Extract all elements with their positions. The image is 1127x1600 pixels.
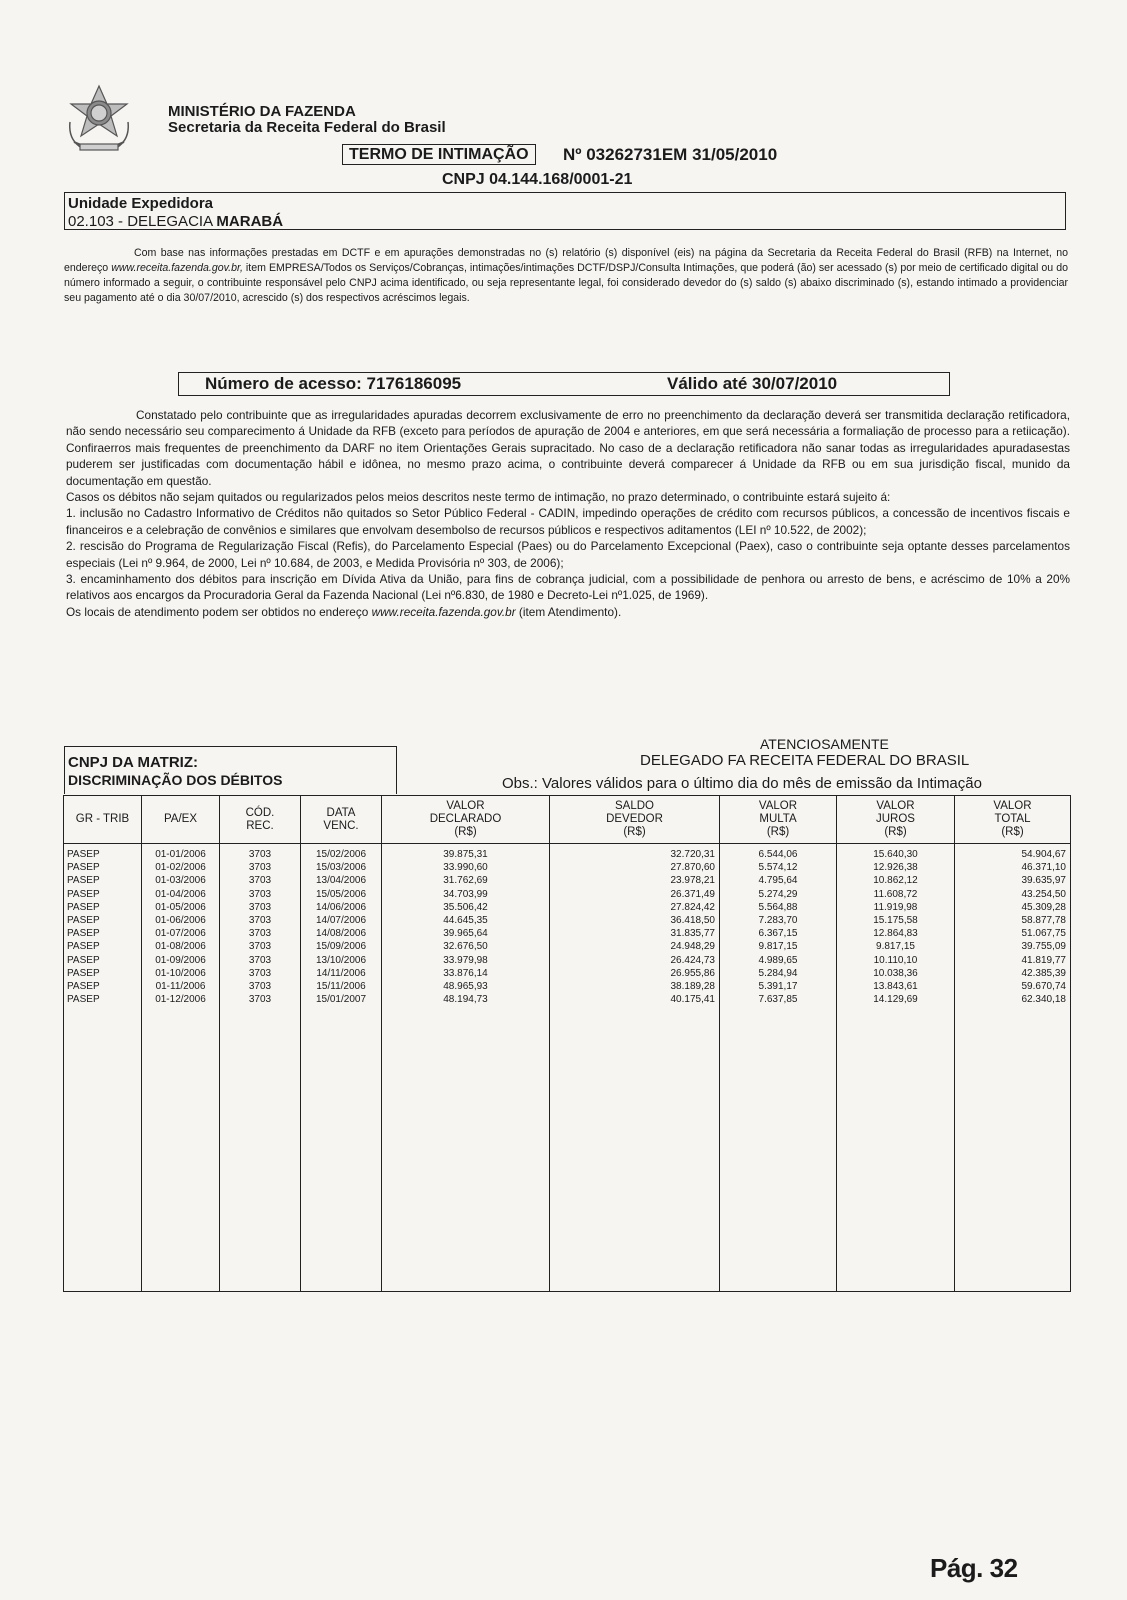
- body-item2: 2. rescisão do Programa de Regularização Fiscal (Refis), do Parcelamento Especial (Paes) ou do Parcelamento Excepcional (Paex), caso o contribuinte seja optante desses parcelamentos especiais (Lei nº 9.964, de 2000, Lei nº 10.684, de 2003, e Medida Provisória nº 303, de 2006);: [66, 539, 1070, 570]
- cell-trib: PASEP: [67, 994, 100, 1006]
- cell-pa: 01-05/2006: [155, 901, 206, 913]
- cell-trib: PASEP: [67, 862, 100, 874]
- cell-venc: 15/05/2006: [315, 888, 367, 900]
- cell-saldo: 32.720,31: [670, 849, 715, 860]
- cell-multa: 9.817,15: [758, 941, 798, 953]
- intro-part1: Com base nas informações prestadas em DCTF e em apurações demonstradas no (s) relatório (s) disponível (eis) na página da Secretaria da Receita Federal do Brasil (RFB) na Internet, no endereço: [64, 247, 1068, 274]
- cell-saldo: 24.948,29: [670, 941, 715, 953]
- cell-venc: 13/10/2006: [315, 954, 367, 966]
- cell-saldo: 36.418,50: [670, 915, 715, 927]
- cell-venc: 14/06/2006: [315, 901, 367, 913]
- cell-declarado: 48.965,93: [443, 981, 488, 993]
- cell-venc: 15/02/2006: [315, 849, 367, 860]
- cell-declarado: 35.506,42: [443, 901, 488, 913]
- cell-declarado: 44.645,35: [443, 915, 488, 927]
- intro-part2: item EMPRESA/Todos os Serviços/Cobranças, intimações/intimações DCTF/DSPJ/Consulta Intimações, que poderá (ão) ser acessado (s) por meio de certificado digital ou do número informado a seguir, o contribuinte responsável pelo CNPJ acima identificado, ou seja representante legal, foi considerado devedor do (s) saldo (s) abaixo discriminado (s), estando intimado a providenciar seu pagamento até o dia 30/07/2010, acrescido (s) dos respectivos acréscimos legais.: [64, 262, 1068, 304]
- cell-trib: PASEP: [67, 941, 100, 953]
- header-valor-declarado: VALOR DECLARADO (R$): [382, 796, 550, 844]
- cell-cod: 3703: [248, 954, 272, 966]
- cell-multa: 5.574,12: [758, 862, 798, 874]
- cell-trib: PASEP: [67, 967, 100, 979]
- body-item1: 1. inclusão no Cadastro Informativo de Créditos não quitados so Setor Público Federal - CADIN, impedindo operações de crédito com recursos públicos, a concessão de incentivos fiscais e financeiros e a celebração de convênios e similares que envolvam desembolso de recursos públicos e respectivos aditamentos (LEI nº 10.522, de 2002);: [66, 506, 1070, 537]
- cnpj-header: CNPJ 04.144.168/0001-21: [442, 171, 633, 188]
- cell-declarado: 39.875,31: [443, 849, 488, 860]
- unidade-label: Unidade Expedidora: [68, 195, 214, 212]
- cell-multa: 5.284,94: [758, 967, 798, 979]
- cell-pa: 01-04/2006: [155, 888, 206, 900]
- cell-multa: 7.637,85: [758, 994, 798, 1006]
- cell-pa: 01-08/2006: [155, 941, 206, 953]
- col-valor-declarado: [382, 844, 550, 1292]
- cell-saldo: 23.978,21: [670, 875, 715, 887]
- cell-pa: 01-01/2006: [155, 849, 206, 860]
- header-valor-juros: VALOR JUROS (R$): [837, 796, 955, 844]
- cell-cod: 3703: [248, 901, 272, 913]
- access-valid-until: Válido até 30/07/2010: [667, 374, 838, 393]
- header-cod-rec: CÓD. REC.: [220, 796, 301, 844]
- cell-venc: 15/03/2006: [315, 862, 367, 874]
- col-saldo-devedor: [550, 844, 720, 1292]
- delegado-title: DELEGADO FA RECEITA FEDERAL DO BRASIL: [640, 752, 970, 769]
- cell-saldo: 40.175,41: [670, 994, 715, 1006]
- header-valor-multa: VALOR MULTA (R$): [720, 796, 837, 844]
- cell-trib: PASEP: [67, 888, 100, 900]
- cell-juros: 10.038,36: [873, 967, 918, 979]
- cell-multa: 6.544,06: [758, 849, 798, 860]
- cell-total: 41.819,77: [1021, 954, 1066, 966]
- col-pa-ex: [142, 844, 220, 1292]
- cell-total: 54.904,67: [1021, 849, 1066, 860]
- unidade-code: 02.103 - DELEGACIA: [68, 213, 217, 230]
- cell-cod: 3703: [248, 994, 272, 1006]
- cell-trib: PASEP: [67, 954, 100, 966]
- cell-saldo: 26.371,49: [670, 888, 715, 900]
- cell-juros: 15.175,58: [873, 915, 918, 927]
- cell-venc: 14/11/2006: [316, 967, 366, 979]
- cell-pa: 01-07/2006: [155, 928, 206, 940]
- col-gr-trib: [64, 844, 142, 1292]
- cell-cod: 3703: [248, 888, 272, 900]
- closing-url: www.receita.fazenda.gov.br: [371, 604, 516, 619]
- cell-pa: 01-11/2006: [155, 981, 206, 993]
- cell-declarado: 33.876,14: [443, 967, 488, 979]
- col-data-venc: [301, 844, 382, 1292]
- unidade-city: MARABÁ: [216, 213, 284, 230]
- cell-pa: 01-02/2006: [155, 862, 206, 874]
- ministry-name: MINISTÉRIO DA FAZENDA: [168, 103, 356, 120]
- cell-cod: 3703: [248, 981, 272, 993]
- cell-declarado: 31.762,69: [443, 875, 488, 887]
- cell-trib: PASEP: [67, 981, 100, 993]
- cell-declarado: 48.194,73: [443, 994, 488, 1006]
- intro-url: www.receita.fazenda.gov.br,: [111, 262, 243, 274]
- cell-total: 59.670,74: [1021, 981, 1066, 993]
- body-p1: Constatado pelo contribuinte que as irregularidades apuradas decorrem exclusivamente de erro no preenchimento da declaração deverá ser transmitida declaração retificadora, não sendo necessário seu comparecimento á Unidade da RFB (exceto para períodos de apuração de 2004 e anteriores, em que será necessária a formaliação de processo para a retiicação). Confiraerros mais frequentes de preenchimento da DARF no item Orientações Gerais supracitado. No caso de a declaração retificadora não sanar todas as irregularidades apuradasestas puderem ser justificadas com documentação hábil e idônea, no mesmo prazo acima, o contribuinte deverá comparecer á Unidade da RFB ou em sua jurisdição fiscal, munido da documentação em questão.: [66, 408, 1070, 488]
- cell-juros: 11.608,72: [873, 888, 918, 900]
- debits-table: [63, 795, 1071, 1292]
- cell-cod: 3703: [248, 849, 272, 860]
- cell-cod: 3703: [248, 928, 272, 940]
- cell-saldo: 26.955,86: [670, 967, 715, 979]
- debits-header-row: [64, 796, 1071, 844]
- cell-saldo: 38.189,28: [670, 981, 715, 993]
- cell-pa: 01-09/2006: [155, 954, 206, 966]
- termo-number: Nº 03262731EM 31/05/2010: [563, 145, 778, 164]
- secretaria-name: Secretaria da Receita Federal do Brasil: [168, 119, 446, 136]
- cell-venc: 15/11/2006: [316, 981, 366, 993]
- cell-total: 43.254,50: [1021, 888, 1066, 900]
- col-valor-juros: [837, 844, 955, 1292]
- cell-multa: 4.989,65: [758, 954, 798, 966]
- cell-multa: 5.564,88: [758, 901, 798, 913]
- header-data-venc: DATA VENC.: [301, 796, 382, 844]
- cell-total: 46.371,10: [1021, 862, 1066, 874]
- atenciosamente: ATENCIOSAMENTE: [760, 736, 889, 752]
- cell-pa: 01-12/2006: [155, 994, 206, 1006]
- cell-multa: 5.274,29: [758, 888, 798, 900]
- body-p2: Casos os débitos não sejam quitados ou regularizados pelos meios descritos neste termo de intimação, no prazo determinado, o contribuinte estará sujeito á:: [66, 490, 891, 505]
- cell-venc: 15/09/2006: [315, 941, 367, 953]
- cell-total: 42.385,39: [1021, 967, 1066, 979]
- col-cod-rec: [220, 844, 301, 1292]
- cell-declarado: 34.703,99: [443, 888, 488, 900]
- cell-juros: 10.110,10: [873, 954, 918, 966]
- col-valor-multa: [720, 844, 837, 1292]
- body-closing: [66, 604, 1070, 620]
- cell-multa: 4.795,64: [758, 875, 798, 887]
- body-item3: 3. encaminhamento dos débitos para inscrição em Dívida Ativa da União, para fins de cobrança judicial, com a possibilidade de penhora ou arresto de bens, e acréscimo de 10% a 20% relativos aos encargos da Procuradoria Geral da Fazenda Nacional (Lei nº6.830, de 1980 e Decreto-Lei nº1.025, de 1969).: [66, 572, 1070, 603]
- cell-trib: PASEP: [67, 901, 100, 913]
- cell-juros: 12.926,38: [873, 862, 918, 874]
- cell-venc: 14/08/2006: [315, 928, 367, 940]
- header-saldo-devedor: SALDO DEVEDOR (R$): [550, 796, 720, 844]
- cell-saldo: 31.835,77: [670, 928, 715, 940]
- cell-saldo: 27.824,42: [670, 901, 715, 913]
- cell-multa: 7.283,70: [758, 915, 798, 927]
- termo-label: TERMO DE INTIMAÇÃO: [342, 144, 536, 165]
- header-gr-trib: GR - TRIB: [64, 796, 142, 844]
- col-valor-total: [955, 844, 1071, 1292]
- cell-total: 45.309,28: [1021, 901, 1066, 913]
- cell-cod: 3703: [248, 862, 272, 874]
- cell-multa: 5.391,17: [758, 981, 798, 993]
- closing-prefix: Os locais de atendimento podem ser obtidos no endereço: [66, 604, 372, 619]
- cell-saldo: 26.424,73: [670, 954, 715, 966]
- cell-total: 39.755,09: [1021, 941, 1066, 953]
- cell-pa: 01-06/2006: [155, 915, 206, 927]
- header-valor-total: VALOR TOTAL (R$): [955, 796, 1071, 844]
- cell-juros: 15.640,30: [873, 849, 918, 860]
- cell-trib: PASEP: [67, 928, 100, 940]
- cell-cod: 3703: [248, 915, 272, 927]
- cell-total: 51.067,75: [1021, 928, 1066, 940]
- cell-total: 58.877,78: [1021, 915, 1066, 927]
- obs-note: Obs.: Valores válidos para o último dia do mês de emissão da Intimação: [502, 775, 982, 792]
- debits-body-row: [64, 844, 1071, 1292]
- cell-total: 39.635,97: [1021, 875, 1066, 887]
- cell-declarado: 33.979,98: [443, 954, 488, 966]
- cell-cod: 3703: [248, 941, 272, 953]
- page-number: Pág. 32: [930, 1553, 1018, 1583]
- cell-juros: 14.129,69: [873, 994, 918, 1006]
- cell-total: 62.340,18: [1021, 994, 1066, 1006]
- body-text: [66, 407, 1070, 620]
- cell-trib: PASEP: [67, 849, 100, 860]
- cell-declarado: 39.965,64: [443, 928, 488, 940]
- cell-venc: 15/01/2007: [315, 994, 367, 1006]
- cell-saldo: 27.870,60: [670, 862, 715, 874]
- access-number: Número de acesso: 7176186095: [205, 374, 462, 393]
- cell-pa: 01-03/2006: [155, 875, 206, 887]
- cell-juros: 12.864,83: [873, 928, 918, 940]
- cell-juros: 10.862,12: [873, 875, 918, 887]
- cell-cod: 3703: [248, 875, 272, 887]
- cell-declarado: 33.990,60: [443, 862, 488, 874]
- intro-paragraph: [64, 246, 1068, 306]
- closing-suffix: (item Atendimento).: [515, 604, 622, 619]
- unidade-value: [68, 213, 283, 230]
- cell-trib: PASEP: [67, 915, 100, 927]
- cell-juros: 11.919,98: [873, 901, 918, 913]
- cell-multa: 6.367,15: [758, 928, 798, 940]
- cell-venc: 13/04/2006: [315, 875, 367, 887]
- cell-pa: 01-10/2006: [155, 967, 206, 979]
- cell-juros: 9.817,15: [876, 941, 915, 953]
- cnpj-matriz-label: CNPJ DA MATRIZ:: [68, 754, 198, 771]
- cell-juros: 13.843,61: [873, 981, 918, 993]
- debits-title: DISCRIMINAÇÃO DOS DÉBITOS: [68, 772, 283, 788]
- header-pa-ex: PA/EX: [142, 796, 220, 844]
- brasao-seal-icon: [60, 82, 138, 160]
- cell-venc: 14/07/2006: [315, 915, 367, 927]
- cell-cod: 3703: [248, 967, 272, 979]
- cell-trib: PASEP: [67, 875, 100, 887]
- cell-declarado: 32.676,50: [443, 941, 488, 953]
